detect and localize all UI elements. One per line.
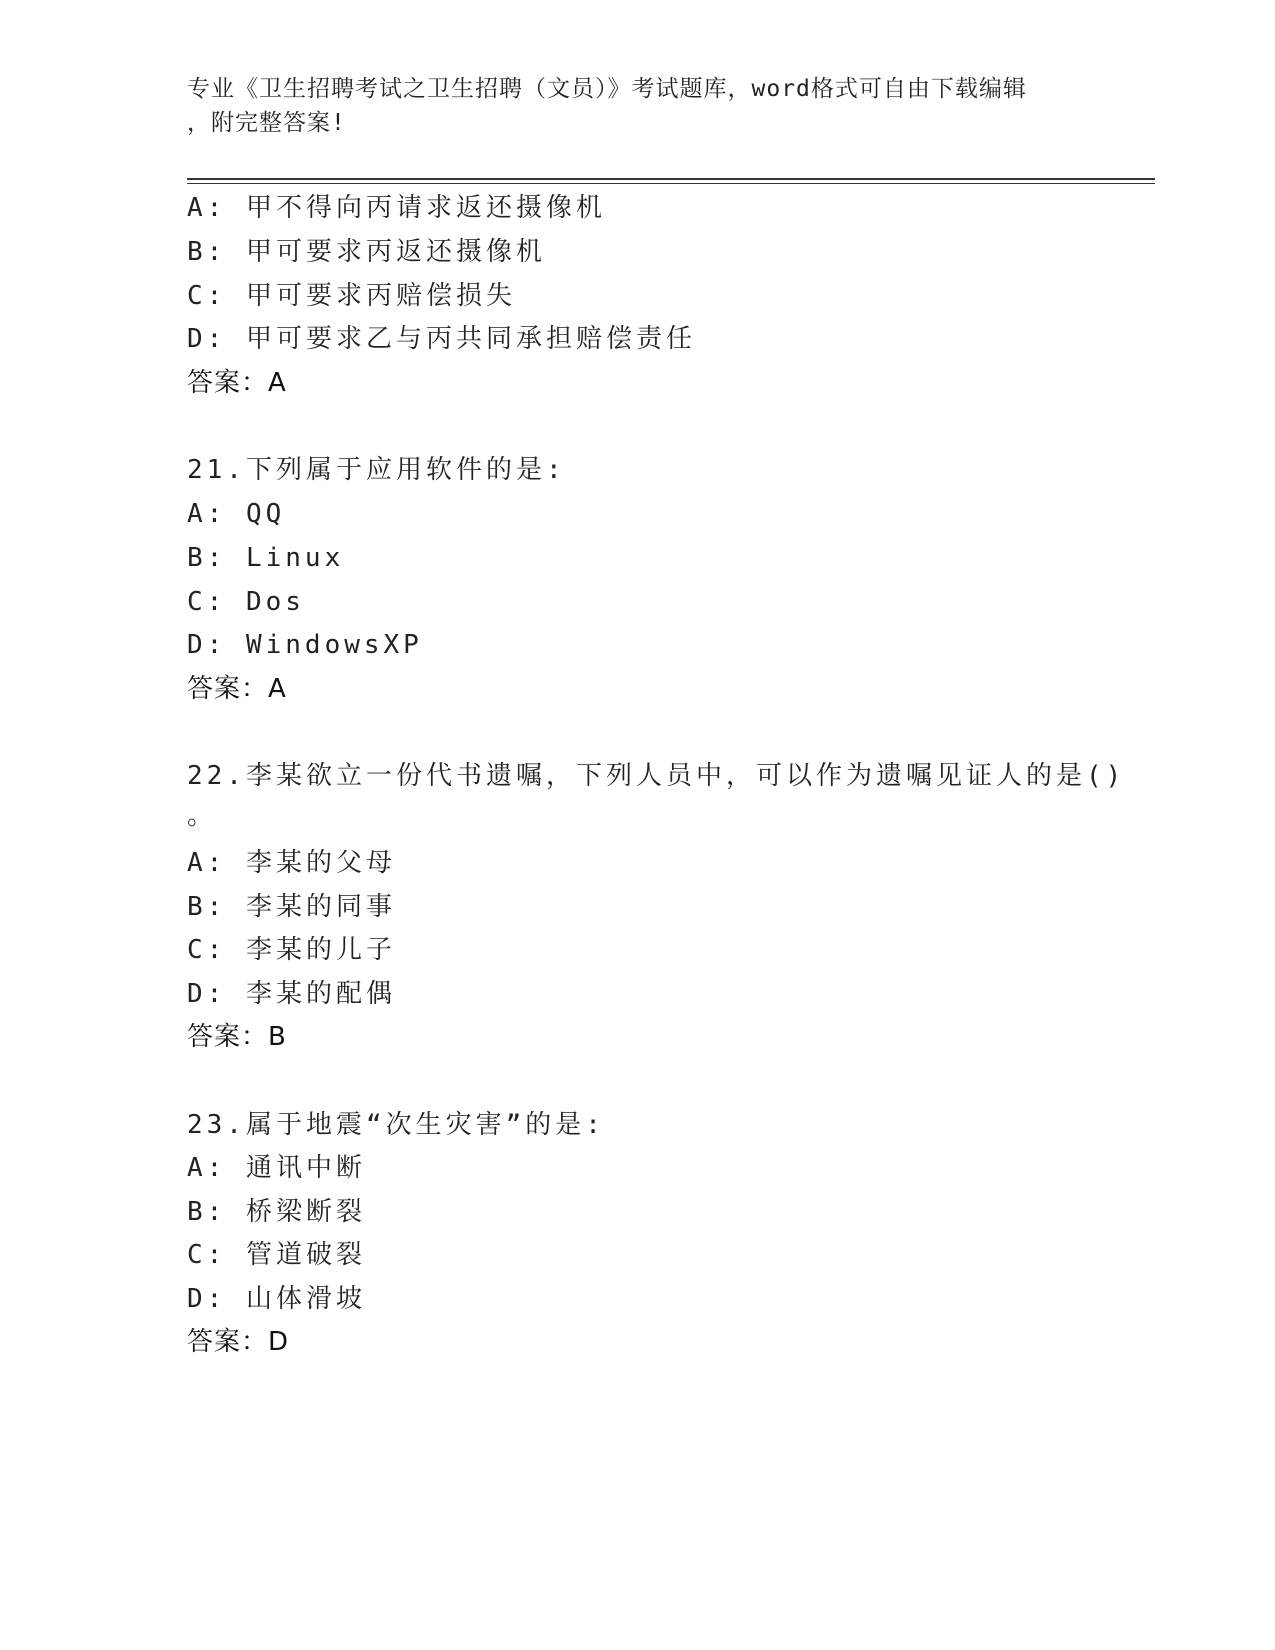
q20-option-c: C: 甲可要求丙赔偿损失: [187, 281, 516, 311]
q21-option-c: C: Dos: [187, 587, 305, 617]
q22-stem: 22.李某欲立一份代书遗嘱，下列人员中，可以作为遗嘱见证人的是(): [187, 761, 1126, 791]
q22-option-d: D: 李某的配偶: [187, 979, 396, 1009]
q22-stem-continuation: 。: [187, 801, 218, 831]
q23-option-c: C: 管道破裂: [187, 1240, 366, 1270]
q20-answer: 答案：A: [187, 368, 287, 398]
header-line-2: ，附完整答案!: [187, 110, 346, 136]
header-line-1: 专业《卫生招聘考试之卫生招聘（文员）》考试题库，word格式可自由下载编辑: [187, 76, 1027, 102]
q21-option-b: B: Linux: [187, 543, 345, 573]
q20-option-a: A: 甲不得向丙请求返还摄像机: [187, 193, 606, 223]
q22-option-c: C: 李某的儿子: [187, 935, 396, 965]
header-divider-thick: [187, 178, 1155, 180]
q21-option-d: D: WindowsXP: [187, 630, 423, 660]
q23-stem: 23.属于地震“次生灾害”的是:: [187, 1110, 605, 1140]
q21-answer: 答案：A: [187, 674, 287, 704]
q22-option-b: B: 李某的同事: [187, 892, 396, 922]
q23-answer: 答案：D: [187, 1327, 290, 1357]
q20-option-d: D: 甲可要求乙与丙共同承担赔偿责任: [187, 324, 696, 354]
q23-option-d: D: 山体滑坡: [187, 1284, 366, 1314]
q21-stem: 21.下列属于应用软件的是:: [187, 455, 566, 485]
header-divider-thin: [187, 183, 1155, 184]
document-header: [187, 72, 1087, 140]
q23-option-b: B: 桥梁断裂: [187, 1197, 366, 1227]
q23-option-a: A: 通讯中断: [187, 1153, 366, 1183]
q21-option-a: A: QQ: [187, 499, 286, 529]
q20-option-b: B: 甲可要求丙返还摄像机: [187, 237, 546, 267]
q22-answer: 答案：B: [187, 1022, 287, 1052]
q22-option-a: A: 李某的父母: [187, 848, 396, 878]
